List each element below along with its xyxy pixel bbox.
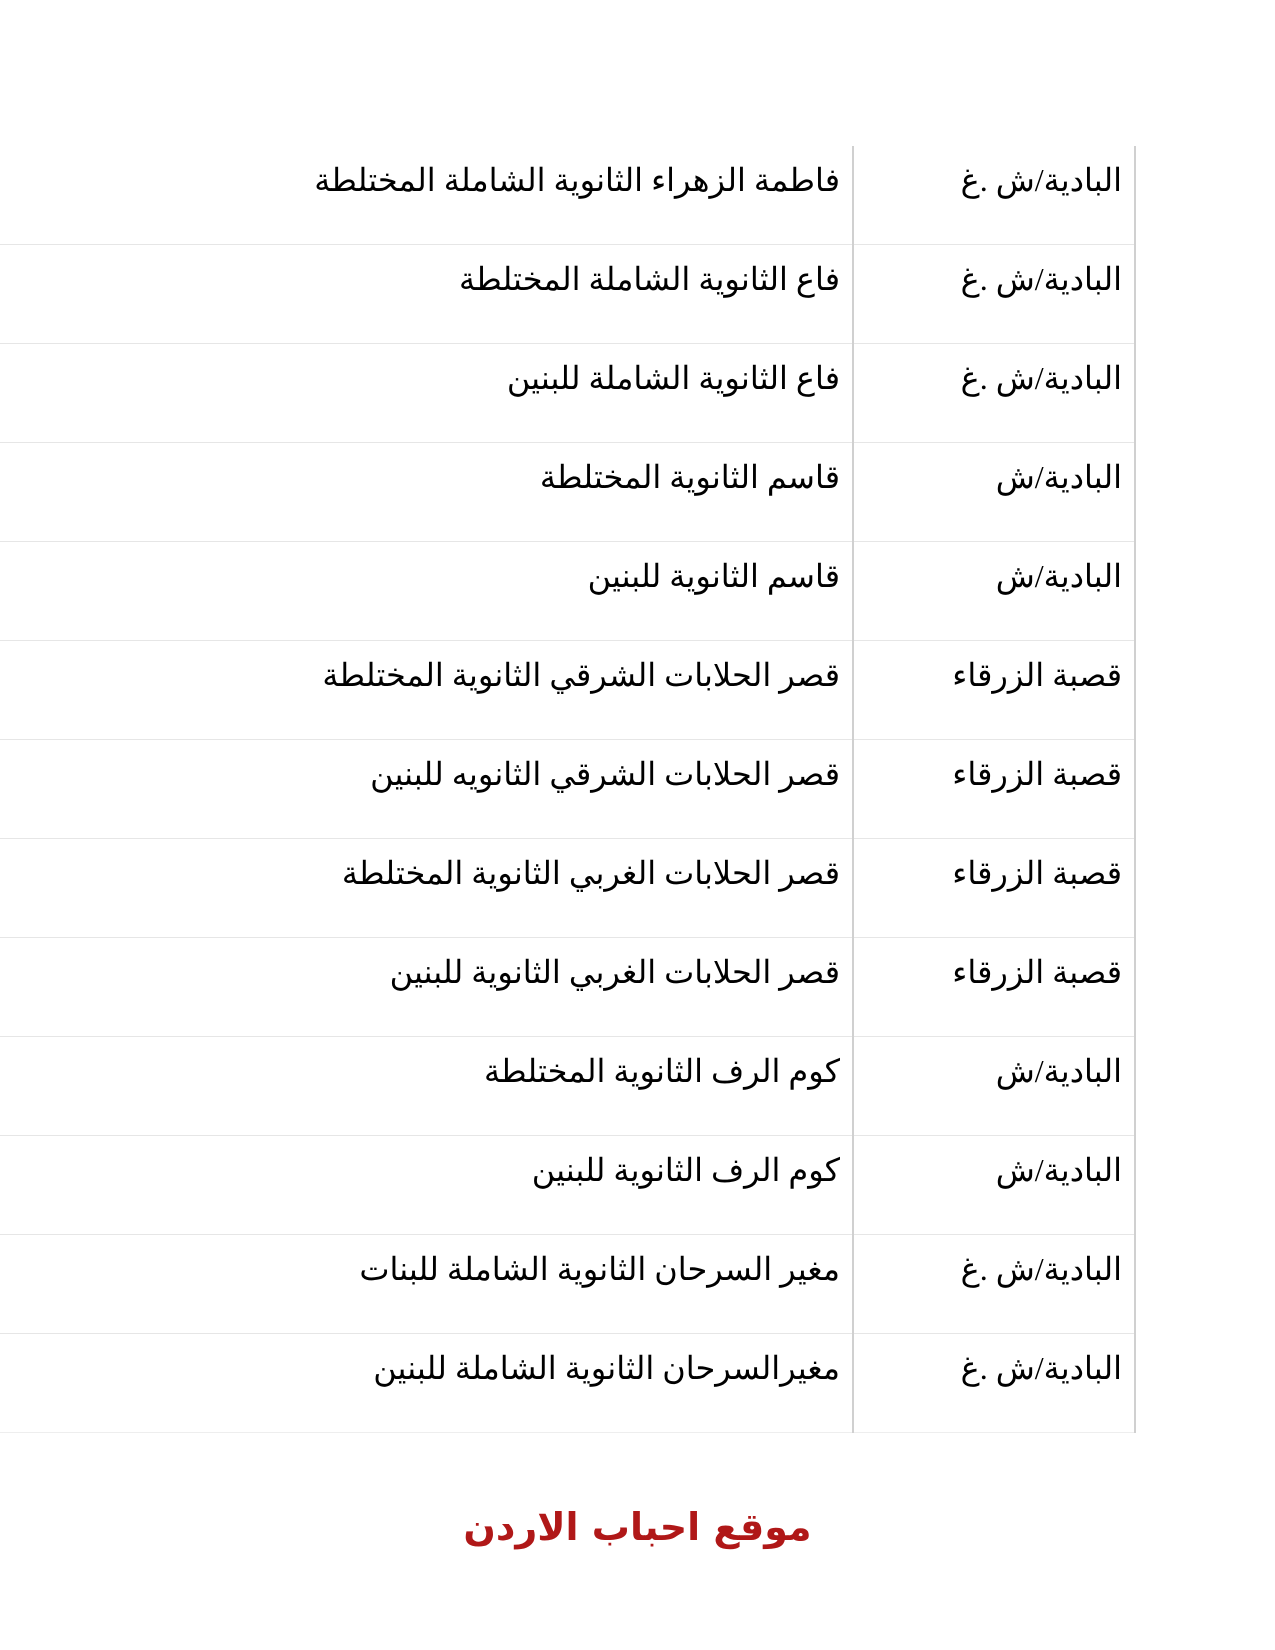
- table-row: [0, 938, 1135, 1037]
- table-row: [0, 443, 1135, 542]
- table-row: [0, 344, 1135, 443]
- school-name: فاع الثانوية الشاملة للبنين: [506, 360, 840, 396]
- district-cell: [853, 542, 1135, 641]
- district-text: البادية/ش: [995, 459, 1122, 495]
- table-row: [0, 641, 1135, 740]
- district-text: البادية/ش: [995, 558, 1122, 594]
- school-name: فاطمة الزهراء الثانوية الشاملة المختلطة: [314, 162, 840, 198]
- district-text: البادية/ش .غ: [960, 1251, 1122, 1287]
- district-text: البادية/ش: [995, 1152, 1122, 1188]
- school-cell: [0, 542, 853, 641]
- table-row: [0, 542, 1135, 641]
- district-cell: [853, 146, 1135, 245]
- school-cell: [0, 443, 853, 542]
- school-cell: [0, 245, 853, 344]
- table-row: [0, 839, 1135, 938]
- district-text: قصبة الزرقاء: [952, 756, 1122, 792]
- school-name: مغيرالسرحان الثانوية الشاملة للبنين: [373, 1350, 840, 1386]
- school-cell: [0, 641, 853, 740]
- school-name: كوم الرف الثانوية المختلطة: [483, 1053, 840, 1089]
- school-cell: [0, 1334, 853, 1433]
- school-cell: [0, 1136, 853, 1235]
- table-row: [0, 740, 1135, 839]
- school-cell: [0, 938, 853, 1037]
- district-text: البادية/ش: [995, 1053, 1122, 1089]
- district-text: البادية/ش .غ: [960, 261, 1122, 297]
- school-name: كوم الرف الثانوية للبنين: [531, 1152, 840, 1188]
- district-cell: [853, 1334, 1135, 1433]
- school-cell: [0, 839, 853, 938]
- district-cell: [853, 938, 1135, 1037]
- school-name: قصر الحلابات الشرقي الثانوية المختلطة: [322, 657, 840, 693]
- district-cell: [853, 1136, 1135, 1235]
- school-name: فاع الثانوية الشاملة المختلطة: [459, 261, 840, 297]
- district-text: البادية/ش .غ: [960, 162, 1122, 198]
- schools-table: [0, 146, 1136, 1433]
- district-text: قصبة الزرقاء: [952, 657, 1122, 693]
- table-row: [0, 1235, 1135, 1334]
- school-name: قاسم الثانوية للبنين: [587, 558, 840, 594]
- school-cell: [0, 344, 853, 443]
- district-cell: [853, 641, 1135, 740]
- school-name: قصر الحلابات الغربي الثانوية المختلطة: [341, 855, 840, 891]
- district-cell: [853, 1235, 1135, 1334]
- district-cell: [853, 839, 1135, 938]
- school-cell: [0, 740, 853, 839]
- table-row: [0, 1037, 1135, 1136]
- school-name: قاسم الثانوية المختلطة: [539, 459, 840, 495]
- school-cell: [0, 1235, 853, 1334]
- district-text: البادية/ش .غ: [960, 360, 1122, 396]
- district-cell: [853, 443, 1135, 542]
- school-name: قصر الحلابات الغربي الثانوية للبنين: [389, 954, 840, 990]
- school-name: قصر الحلابات الشرقي الثانويه للبنين: [370, 756, 840, 792]
- district-text: قصبة الزرقاء: [952, 855, 1122, 891]
- table-row: [0, 1334, 1135, 1433]
- table-row: [0, 146, 1135, 245]
- district-cell: [853, 1037, 1135, 1136]
- schools-table-body: [0, 146, 1135, 1433]
- district-cell: [853, 344, 1135, 443]
- table-row: [0, 245, 1135, 344]
- district-text: البادية/ش .غ: [960, 1350, 1122, 1386]
- district-cell: [853, 245, 1135, 344]
- table-row: [0, 1136, 1135, 1235]
- district-text: قصبة الزرقاء: [952, 954, 1122, 990]
- footer-site-name: موقع احباب الاردن: [463, 1505, 812, 1549]
- district-cell: [853, 740, 1135, 839]
- school-cell: [0, 1037, 853, 1136]
- school-name: مغير السرحان الثانوية الشاملة للبنات: [359, 1251, 840, 1287]
- school-cell: [0, 146, 853, 245]
